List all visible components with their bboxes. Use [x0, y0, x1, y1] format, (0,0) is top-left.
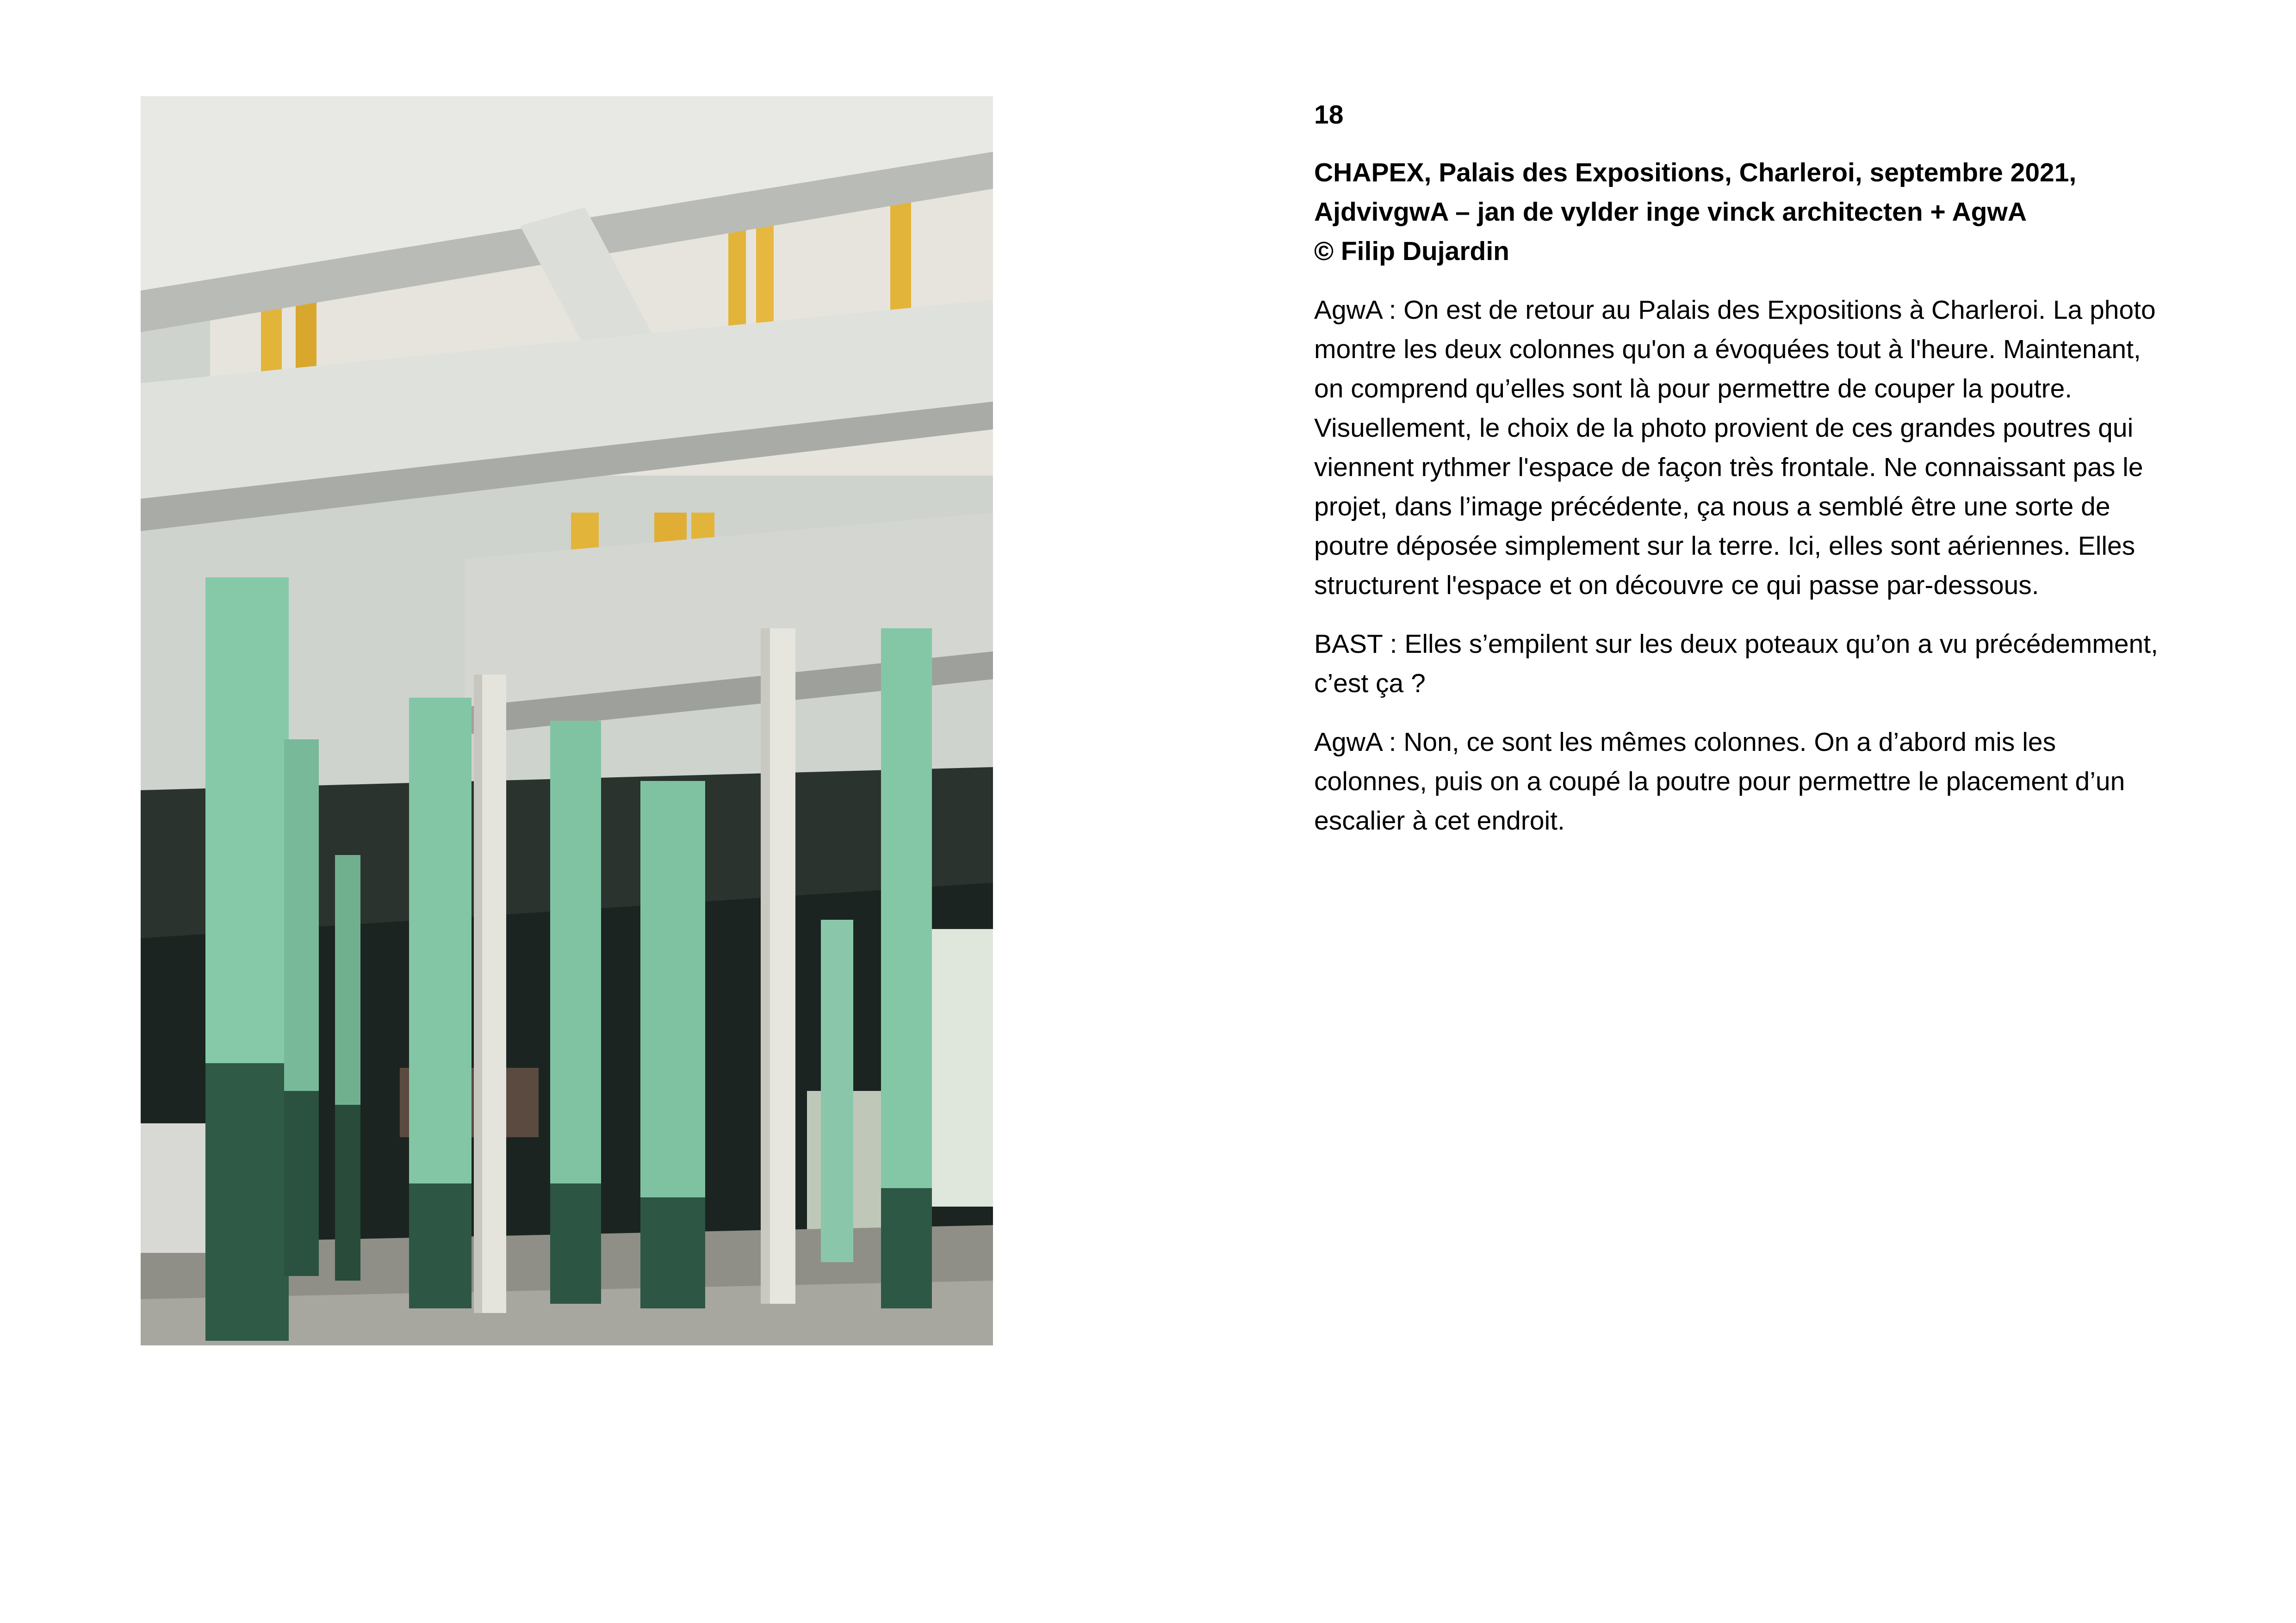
caption-line: AjdvivgwA – jan de vylder inge vinck architecten + AgwA — [1314, 197, 2027, 227]
interview-paragraph: AgwA : On est de retour au Palais des Expositions à Charleroi. La photo montre les deux colonnes qu'on a évoquées tout à l'heure. Maintenant, on comprend qu’elles sont là pour permettre de couper la poutre. Visuellement, le choix de la photo provient de ces grandes poutres qui viennent rythmer l'espace de façon très frontale. Ne connaissant pas le projet, dans l’image précédente, ça nous a semblé être une sorte de poutre déposée simplement sur la terre. Ici, elles sont aériennes. Elles structurent l'espace et on découvre ce qui passe par-dessous. — [1314, 295, 2156, 600]
caption-credit: © Filip Dujardin — [1314, 236, 1509, 266]
text-column — [1314, 95, 2175, 860]
photo-caption — [1314, 153, 2175, 271]
interview-paragraph: AgwA : Non, ce sont les mêmes colonnes. On a d’abord mis les colonnes, puis on a coupé la poutre pour permettre le placement d’un escalier à cet endroit. — [1314, 727, 2125, 836]
caption-line: CHAPEX, Palais des Expositions, Charleroi, septembre 2021, — [1314, 158, 2077, 187]
architecture-photo — [141, 96, 993, 1345]
page-number: 18 — [1314, 100, 1344, 130]
photo-illustration — [141, 96, 993, 1345]
interview-paragraph: BAST : Elles s’empilent sur les deux poteaux qu’on a vu précédemment, c’est ça ? — [1314, 629, 2158, 698]
